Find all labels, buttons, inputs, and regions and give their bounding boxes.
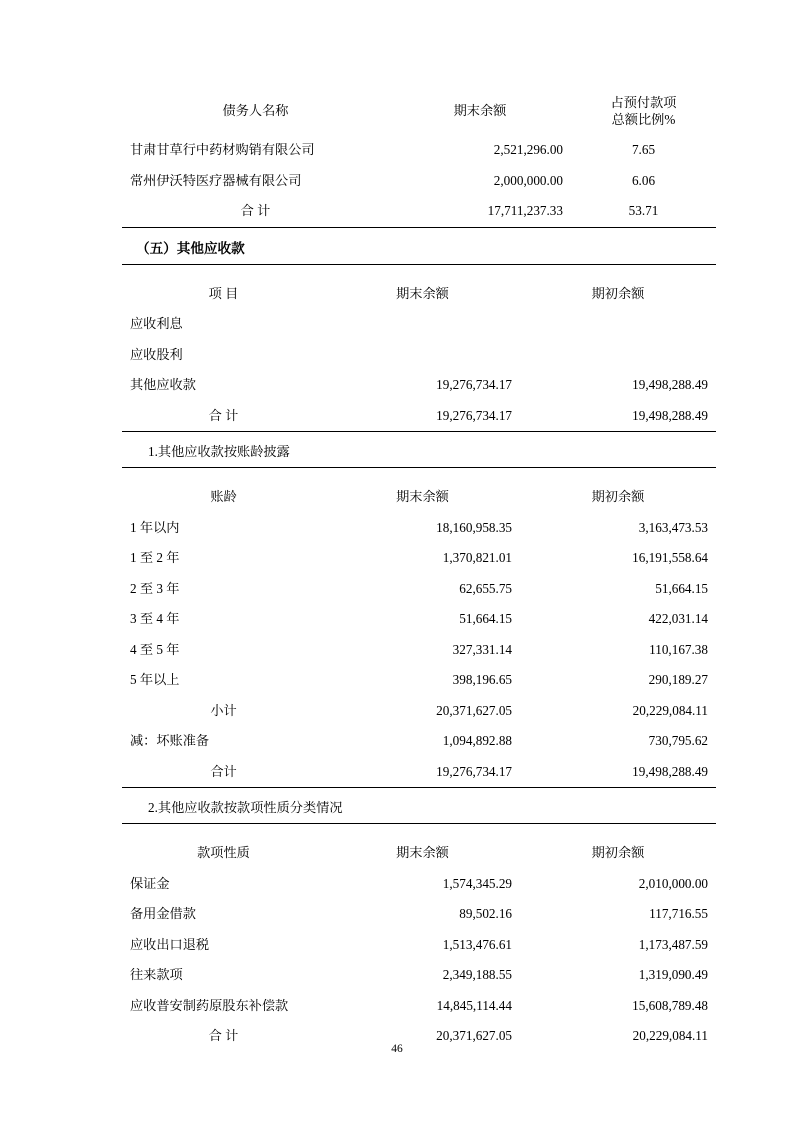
table-row	[122, 513, 716, 544]
cell-end-balance: 14,845,114.44	[436, 997, 512, 1013]
cell-total-end-balance: 17,711,237.33	[487, 203, 563, 218]
cell-total-label: 合 计	[208, 407, 239, 423]
table-row	[122, 574, 716, 605]
cell-nature: 应收普安制药原股东补偿款	[130, 997, 289, 1013]
cell-begin-balance: 290,189.27	[648, 672, 708, 687]
cell-begin-balance: 15,608,789.48	[632, 997, 708, 1013]
table-row	[122, 543, 716, 574]
cell-item: 其他应收款	[130, 377, 196, 392]
other-receivables-nature-table	[122, 838, 716, 1052]
cell-begin-balance: 51,664.15	[655, 580, 708, 596]
cell-end-balance: 327,331.14	[452, 641, 512, 657]
table-row	[122, 135, 716, 166]
cell-begin-balance: 1,319,090.49	[638, 967, 708, 982]
table-row	[122, 899, 716, 930]
cell-subtotal-end-balance: 20,371,627.05	[436, 702, 512, 718]
table-header-row	[122, 482, 716, 513]
cell-begin-balance: 19,498,288.49	[632, 377, 708, 392]
cell-end-balance: 2,349,188.55	[442, 967, 512, 982]
prepayment-debtors-table	[122, 88, 716, 227]
other-receivables-aging-table	[122, 482, 716, 787]
table-row	[122, 340, 716, 371]
cell-end-balance: 18,160,958.35	[436, 519, 512, 535]
cell-begin-balance	[520, 340, 716, 371]
cell-begin-balance: 730,795.62	[648, 733, 708, 748]
col-header-begin-balance: 期初余额	[591, 489, 645, 504]
cell-begin-balance: 2,010,000.00	[638, 875, 708, 891]
col-header-item: 项 目	[208, 285, 239, 301]
cell-total-end-balance: 20,371,627.05	[436, 1028, 512, 1043]
cell-end-balance: 1,094,892.88	[442, 733, 512, 748]
cell-aging: 1 年以内	[130, 519, 180, 535]
col-header-debtor-name: 债务人名称	[222, 103, 289, 119]
cell-total-label: 合 计	[208, 1028, 239, 1043]
table-total-row	[122, 196, 716, 227]
cell-begin-balance: 16,191,558.64	[632, 550, 708, 565]
cell-subtotal-label: 小计	[210, 702, 237, 718]
table-row	[122, 635, 716, 666]
table-row	[122, 309, 716, 340]
cell-end-balance: 89,502.16	[459, 906, 512, 921]
table-total-row	[122, 757, 716, 788]
table-row	[122, 930, 716, 961]
subsection-heading-nature: 2.其他应收款按款项性质分类情况	[122, 787, 716, 824]
col-header-end-balance: 期末余额	[453, 103, 507, 119]
table-row	[122, 869, 716, 900]
cell-debtor-name: 甘肃甘草行中药材购销有限公司	[130, 142, 315, 157]
cell-aging: 2 至 3 年	[130, 580, 180, 596]
cell-nature: 往来款项	[130, 967, 183, 982]
col-header-end-balance: 期末余额	[396, 845, 449, 860]
cell-ratio: 6.06	[631, 172, 656, 188]
cell-item: 应收利息	[130, 316, 183, 331]
cell-begin-balance: 3,163,473.53	[638, 519, 708, 535]
cell-end-balance: 2,521,296.00	[493, 142, 563, 157]
col-header-end-balance: 期末余额	[396, 489, 449, 504]
cell-begin-balance: 117,716.55	[649, 906, 708, 921]
cell-end-balance	[325, 309, 520, 340]
cell-ratio: 7.65	[631, 142, 656, 157]
col-header-nature: 款项性质	[197, 845, 250, 860]
cell-end-balance: 2,000,000.00	[493, 172, 563, 188]
table-row	[122, 991, 716, 1022]
table-row	[122, 665, 716, 696]
cell-aging: 1 至 2 年	[130, 550, 180, 565]
table-row	[122, 604, 716, 635]
col-header-end-balance: 期末余额	[396, 285, 449, 301]
col-header-ratio-line1: 占预付款项	[610, 95, 677, 110]
cell-end-balance	[325, 340, 520, 371]
cell-subtotal-begin-balance: 20,229,084.11	[632, 702, 708, 718]
cell-total-begin-balance: 19,498,288.49	[632, 407, 708, 423]
cell-begin-balance: 1,173,487.59	[638, 936, 708, 952]
cell-total-begin-balance: 19,498,288.49	[632, 763, 708, 779]
cell-total-label: 合 计	[240, 203, 271, 218]
cell-aging: 4 至 5 年	[130, 641, 180, 657]
cell-total-end-balance: 19,276,734.17	[436, 407, 512, 423]
other-receivables-summary-table	[122, 279, 716, 432]
cell-end-balance: 62,655.75	[459, 580, 512, 596]
page-number: 46	[391, 1043, 403, 1055]
table-subtotal-row	[122, 696, 716, 727]
table-row	[122, 960, 716, 991]
cell-total-begin-balance: 20,229,084.11	[632, 1028, 708, 1043]
subsection-heading-aging: 1.其他应收款按账龄披露	[122, 431, 716, 468]
cell-end-balance: 1,513,476.61	[442, 936, 512, 952]
table-header-row	[122, 838, 716, 869]
cell-begin-balance: 110,167.38	[649, 641, 708, 657]
cell-end-balance: 1,370,821.01	[442, 550, 512, 565]
col-header-ratio-line2: 总额比例%	[611, 111, 676, 127]
cell-end-balance: 398,196.65	[452, 672, 512, 687]
col-header-begin-balance: 期初余额	[591, 285, 645, 301]
cell-nature: 保证金	[130, 875, 170, 891]
cell-nature: 备用金借款	[130, 906, 196, 921]
cell-aging: 3 至 4 年	[130, 611, 180, 626]
cell-begin-balance	[520, 309, 716, 340]
cell-end-balance: 19,276,734.17	[436, 377, 512, 392]
section-heading-other-receivables: （五）其他应收款	[122, 227, 716, 265]
table-row	[122, 370, 716, 401]
table-header-row	[122, 88, 716, 135]
col-header-ratio	[571, 88, 716, 135]
cell-total-label: 合计	[210, 763, 237, 779]
cell-total-ratio: 53.71	[628, 203, 659, 218]
cell-nature: 应收出口退税	[130, 936, 210, 952]
table-header-row	[122, 279, 716, 310]
cell-bad-debt-label: 减：坏账准备	[130, 733, 210, 748]
cell-aging: 5 年以上	[130, 672, 180, 687]
table-row	[122, 726, 716, 757]
table-total-row	[122, 401, 716, 432]
cell-end-balance: 51,664.15	[459, 611, 512, 626]
col-header-begin-balance: 期初余额	[591, 845, 645, 860]
cell-end-balance: 1,574,345.29	[442, 875, 512, 891]
col-header-aging: 账龄	[210, 489, 237, 504]
cell-begin-balance: 422,031.14	[648, 611, 708, 626]
cell-total-end-balance: 19,276,734.17	[436, 763, 512, 779]
table-row	[122, 166, 716, 197]
cell-item: 应收股利	[130, 346, 183, 362]
cell-debtor-name: 常州伊沃特医疗器械有限公司	[130, 172, 302, 188]
